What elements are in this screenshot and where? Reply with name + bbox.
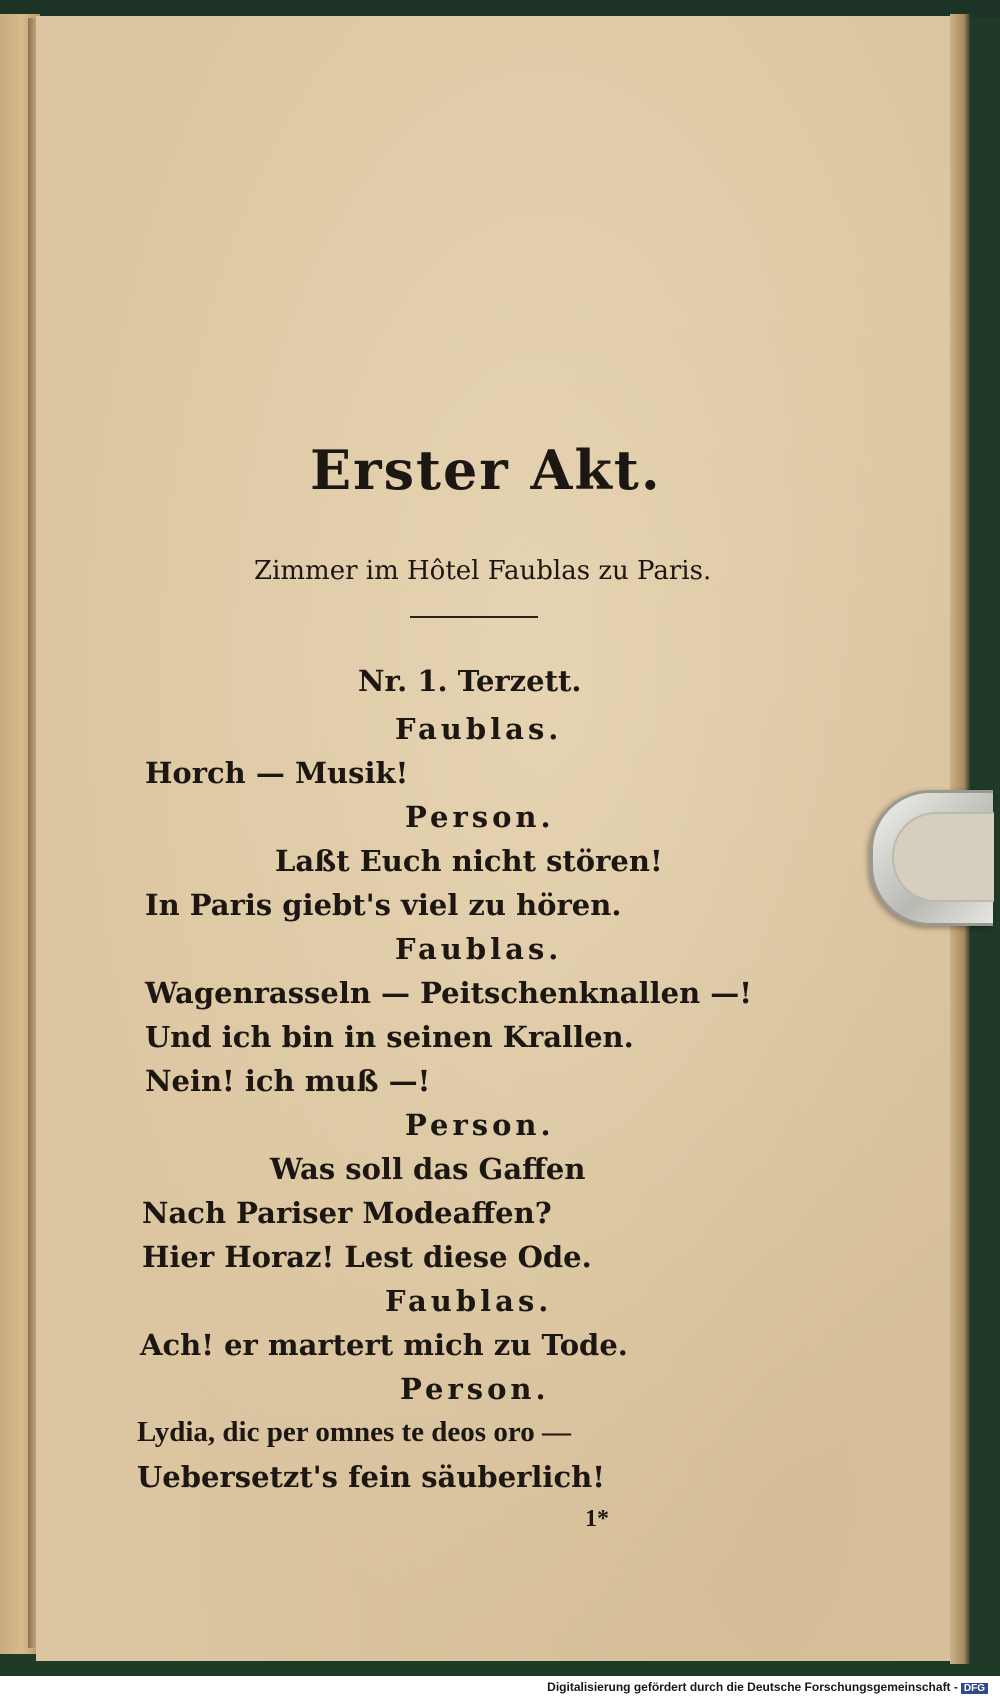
verse-line: Und ich bin in seinen Krallen.: [145, 1020, 634, 1054]
verse-line: Laßt Euch nicht stören!: [275, 844, 663, 878]
speaker-label: Person.: [400, 1372, 550, 1406]
verse-line: Wagenrasseln — Peitschenknallen —!: [145, 976, 752, 1010]
verse-line: Hier Horaz! Lest diese Ode.: [142, 1240, 592, 1274]
verse-line: Ach! er martert mich zu Tode.: [140, 1328, 628, 1362]
page-clip-inner: [892, 812, 994, 902]
verse-line: Horch — Musik!: [145, 756, 409, 790]
dfg-logo: DFG: [961, 1683, 988, 1694]
verse-line: Uebersetzt's fein säuberlich!: [137, 1460, 605, 1494]
speaker-label: Faublas.: [395, 932, 563, 966]
latin-verse-line: Lydia, dic per omnes te deos oro —: [137, 1416, 571, 1448]
scene-subtitle: Zimmer im Hôtel Faublas zu Paris.: [254, 556, 712, 586]
verse-line: Nein! ich muß —!: [145, 1064, 431, 1098]
verse-line: Nach Pariser Modeaffen?: [142, 1196, 552, 1230]
divider-rule: [410, 616, 538, 618]
credit-text: Digitalisierung gefördert durch die Deutsche Forschungsgemeinschaft -: [547, 1680, 958, 1694]
page-signature-marker: 1*: [585, 1506, 609, 1532]
act-title: Erster Akt.: [310, 438, 662, 502]
book-page: [36, 16, 958, 1661]
section-heading: Nr. 1. Terzett.: [358, 664, 582, 698]
speaker-label: Person.: [405, 1108, 555, 1142]
speaker-label: Person.: [405, 800, 555, 834]
digitization-credit: [547, 1680, 988, 1694]
verse-line: In Paris giebt's viel zu hören.: [145, 888, 622, 922]
speaker-label: Faublas.: [395, 712, 563, 746]
speaker-label: Faublas.: [385, 1284, 553, 1318]
verse-line: Was soll das Gaffen: [270, 1152, 586, 1186]
